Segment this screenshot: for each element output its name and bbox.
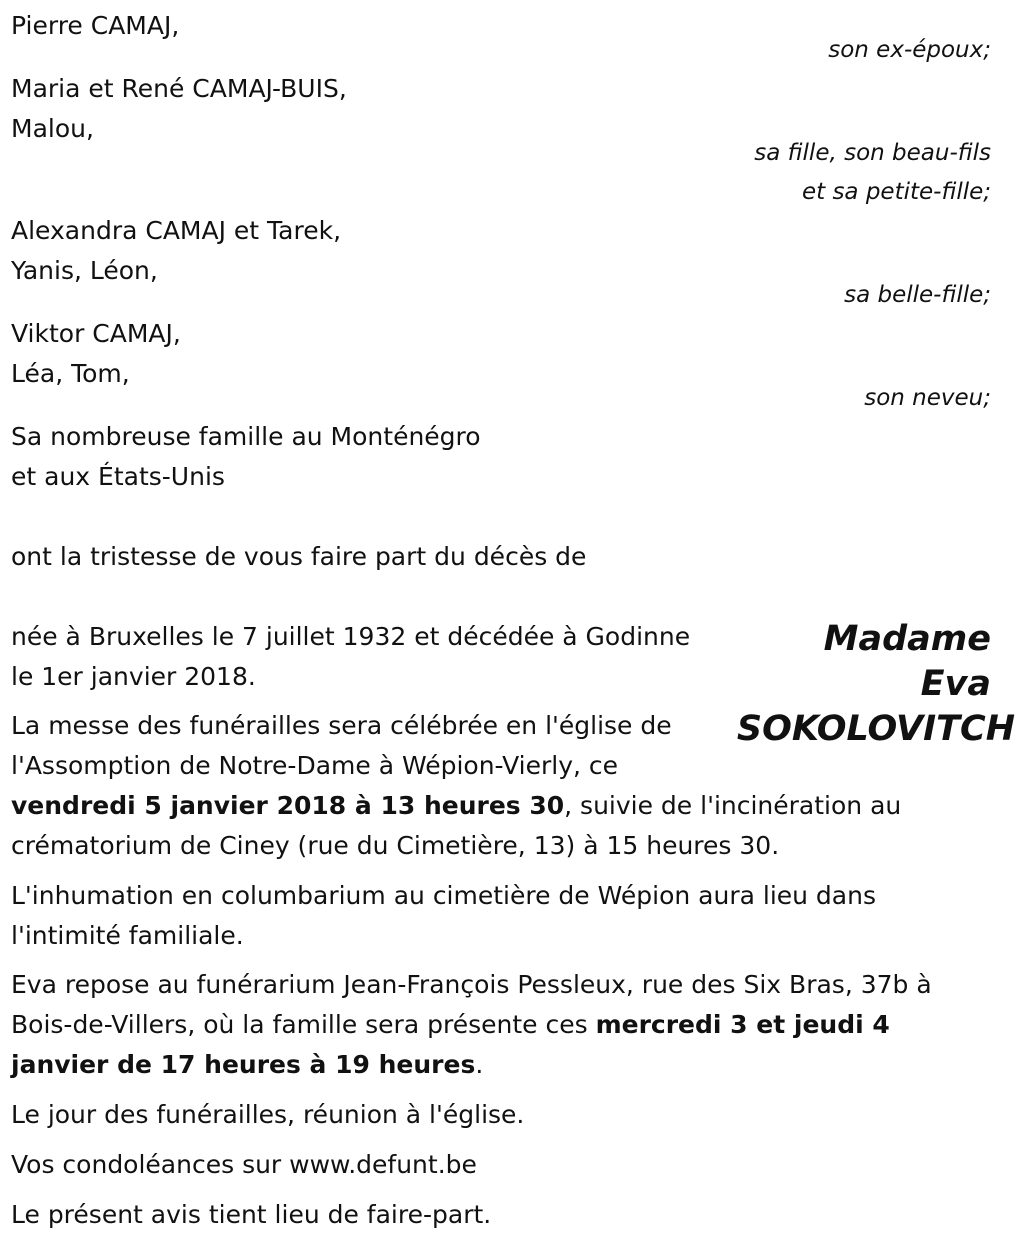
burial-line-2: l'intimité familiale. [11, 921, 244, 950]
visitation-line-3-end: . [475, 1050, 484, 1079]
funeral-mass-line-3 [11, 791, 901, 821]
visitation-line-1: Eva repose au funérarium Jean-François Pessleux, rue des Six Bras, 37b à [11, 970, 932, 999]
funeral-mass-line-4: crématorium de Ciney (rue du Cimetière, 13) à 15 heures 30. [11, 831, 780, 860]
notice-line: Le présent avis tient lieu de faire-part. [11, 1200, 492, 1229]
relation-daughter-line-2: et sa petite-fille; [801, 179, 991, 205]
burial-line-1: L'inhumation en columbarium au cimetière de Wépion aura lieu dans [11, 881, 876, 910]
family-line-pierre: Pierre CAMAJ, [11, 11, 180, 40]
visitation-hours: janvier de 17 heures à 19 heures [11, 1050, 476, 1079]
family-line-extended-1: Sa nombreuse famille au Monténégro [11, 422, 481, 451]
condolences-line: Vos condoléances sur www.defunt.be [11, 1150, 477, 1179]
birth-death-line-1: née à Bruxelles le 7 juillet 1932 et décédée à Godinne [11, 622, 691, 651]
funeral-mass-line-3-rest: , suivie de l'incinération au [564, 791, 902, 820]
deceased-first-name: Eva [920, 664, 991, 704]
family-line-viktor: Viktor CAMAJ, [11, 319, 181, 348]
visitation-days: mercredi 3 et jeudi 4 [595, 1010, 890, 1039]
relation-ex-spouse: son ex-époux; [828, 37, 991, 63]
family-line-yanis: Yanis, Léon, [11, 256, 158, 285]
deceased-title: Madame [823, 619, 991, 659]
visitation-line-3 [11, 1050, 483, 1080]
deceased-name [736, 617, 1015, 752]
relation-nephew: son neveu; [864, 385, 991, 411]
funeral-date-time: vendredi 5 janvier 2018 à 13 heures 30 [11, 791, 565, 820]
visitation-line-2 [11, 1010, 890, 1040]
relation-daughter-in-law: sa belle-fille; [844, 282, 991, 308]
funeral-mass-line-1: La messe des funérailles sera célébrée en l'église de [11, 711, 672, 740]
announcement-text: ont la tristesse de vous faire part du décès de [11, 542, 587, 571]
family-line-maria: Maria et René CAMAJ-BUIS, [11, 74, 347, 103]
family-line-lea: Léa, Tom, [11, 359, 130, 388]
visitation-line-2-start: Bois-de-Villers, où la famille sera présente ces [11, 1010, 596, 1039]
family-line-alexandra: Alexandra CAMAJ et Tarek, [11, 216, 342, 245]
relation-daughter-line-1: sa fille, son beau-fils [754, 140, 991, 166]
funeral-mass-line-2: l'Assomption de Notre-Dame à Wépion-Vierly, ce [11, 751, 619, 780]
family-line-malou: Malou, [11, 114, 94, 143]
family-line-extended-2: et aux États-Unis [11, 462, 225, 491]
birth-death-line-2: le 1er janvier 2018. [11, 662, 256, 691]
deceased-last-name: SOKOLOVITCH [736, 709, 1015, 749]
reunion-line: Le jour des funérailles, réunion à l'église. [11, 1100, 525, 1129]
